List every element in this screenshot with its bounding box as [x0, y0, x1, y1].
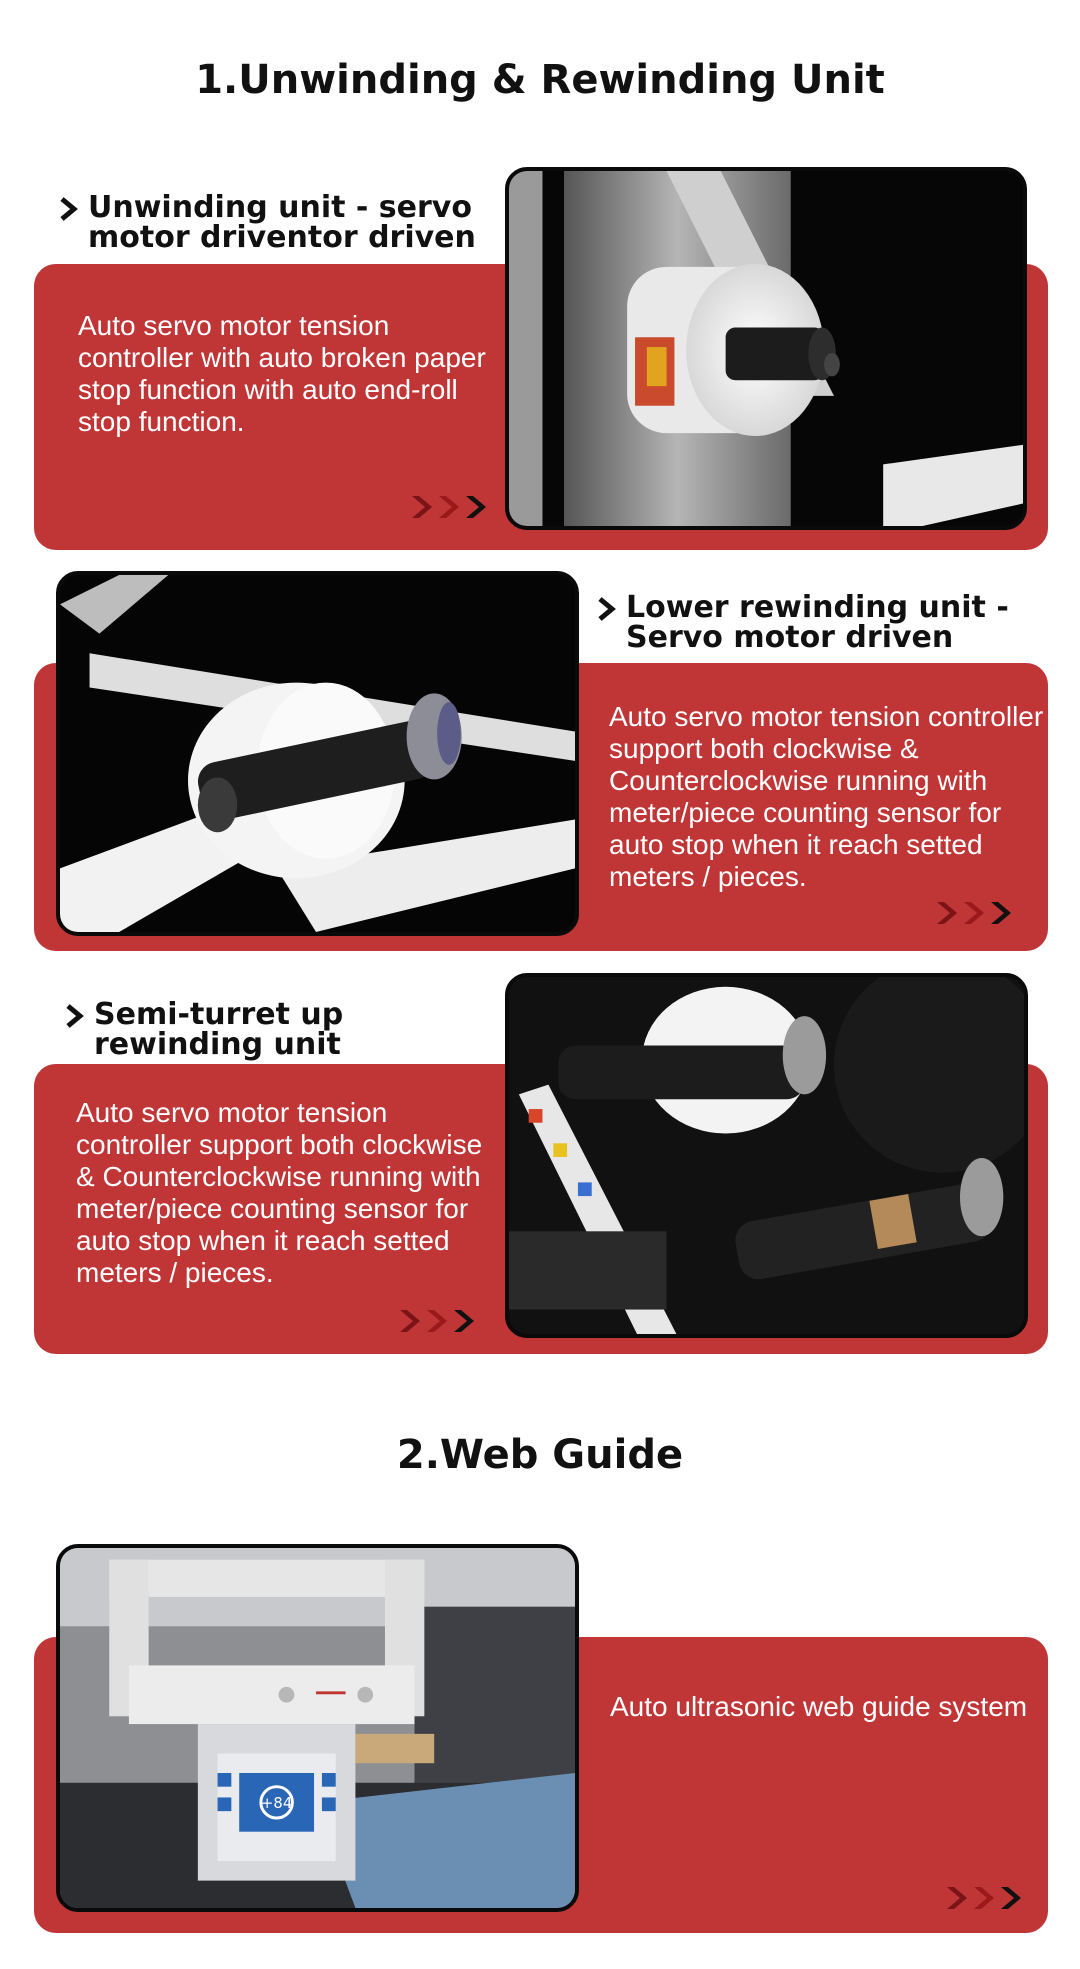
semi-turret-rewinding-photo: [505, 973, 1028, 1338]
triple-arrow-icon: [935, 899, 1015, 927]
triple-arrow-icon: [945, 1884, 1025, 1912]
lower-rewinding-description: Auto servo motor tension controller support both clockwise & Counterclockwise running with meter/piece counting sensor for auto stop when it reach setted meters / pieces.: [609, 701, 1044, 892]
triple-arrow-icon: [398, 1307, 478, 1335]
triple-arrow-icon: [410, 493, 490, 521]
unwinding-description: Auto servo motor tension controller with auto broken paper stop function with auto end-roll stop function.: [78, 310, 486, 437]
section-title-unwinding-rewinding: 1.Unwinding & Rewinding Unit: [195, 57, 885, 103]
lower-rewinding-heading: Lower rewinding unit - Servo motor driven: [626, 593, 1009, 653]
web-guide-screen-readout: +84: [261, 1795, 293, 1813]
unwinding-heading: Unwinding unit - servo motor driventor driven: [88, 193, 476, 253]
web-guide-photo: [56, 1544, 579, 1912]
semi-turret-description: Auto servo motor tension controller support both clockwise & Counterclockwise running with meter/piece counting sensor for auto stop when it reach setted meters / pieces.: [76, 1097, 483, 1288]
web-guide-description: Auto ultrasonic web guide system: [610, 1691, 1028, 1722]
lower-rewinding-roll-photo: [56, 571, 579, 936]
chevron-right-icon: [592, 595, 620, 623]
chevron-right-icon: [54, 195, 82, 223]
section-title-web-guide: 2.Web Guide: [396, 1432, 684, 1478]
chevron-right-icon: [60, 1002, 88, 1030]
semi-turret-heading: Semi-turret up rewinding unit: [94, 1000, 343, 1060]
unwinding-roll-photo: [505, 167, 1027, 530]
